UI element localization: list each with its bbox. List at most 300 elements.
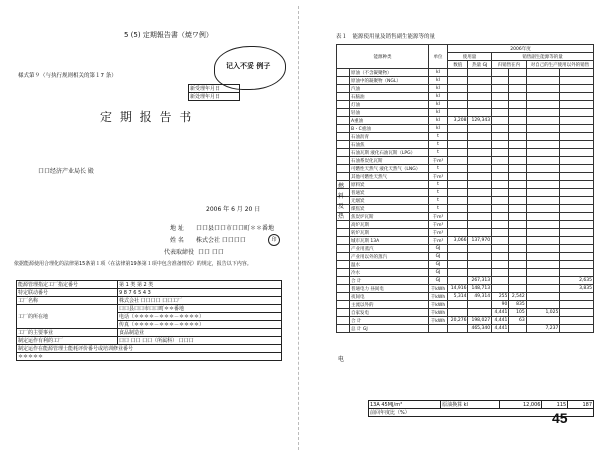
form-row [17, 305, 282, 313]
other-qty [526, 181, 560, 189]
energy-kind: 普通电力 昼间电 [350, 285, 429, 293]
energy-heat [468, 181, 492, 189]
other-qty [526, 117, 560, 125]
energy-kind: 自家发电 [350, 309, 429, 317]
energy-heat: 198,027 [468, 317, 492, 325]
energy-kind: 原油中的凝聚物（NGL） [350, 77, 429, 85]
energy-heat [468, 205, 492, 213]
energy-heat [468, 221, 492, 229]
other-qty [526, 277, 560, 285]
sales-heat [509, 149, 526, 157]
sales-heat [509, 237, 526, 245]
energy-heat [468, 269, 492, 277]
other-heat [560, 261, 594, 269]
sales-qty [492, 141, 509, 149]
sales-qty [492, 165, 509, 173]
energy-kind: 转炉瓦斯 [350, 229, 429, 237]
energy-kind: A重油 [350, 117, 429, 125]
other-qty [526, 149, 560, 157]
energy-unit: 千m³ [428, 221, 447, 229]
energy-row [337, 317, 594, 325]
form-row [17, 337, 282, 345]
energy-side-cell [337, 85, 350, 93]
sales-heat [509, 117, 526, 125]
other-qty [526, 141, 560, 149]
energy-qty [448, 157, 468, 165]
sales-qty [492, 85, 509, 93]
energy-kind: 其他可燃性天然气 [350, 173, 429, 181]
energy-unit: kl [428, 93, 447, 101]
energy-heat [468, 141, 492, 149]
energy-kind: 普通炭 [350, 189, 429, 197]
sales-qty [492, 109, 509, 117]
cloud-text: 记入不妥 例子 [226, 62, 271, 70]
form-cell-value: 9 8 7 6 5 4 3 [118, 289, 282, 297]
sales-qty [492, 133, 509, 141]
energy-qty [448, 93, 468, 101]
energy-kind: 高炉瓦斯 [350, 221, 429, 229]
energy-heat [468, 125, 492, 133]
energy-kind: 石油瓦斯 液化石油瓦斯（LPG） [350, 149, 429, 157]
form-label: 様式第９（与执行规则相关的第１7 条） [18, 73, 117, 79]
energy-kind: 冷水 [350, 269, 429, 277]
sales-heat [509, 245, 526, 253]
header-row [337, 45, 594, 53]
energy-side-cell [337, 149, 350, 157]
side-label-elec: 电 [338, 356, 345, 363]
energy-qty [448, 165, 468, 173]
energy-side-cell [337, 101, 350, 109]
other-heat [560, 165, 594, 173]
energy-kind: 夜间电 [350, 293, 429, 301]
energy-unit: t [428, 197, 447, 205]
energy-kind: 城市瓦斯 13A [350, 237, 429, 245]
energy-unit: t [428, 141, 447, 149]
energy-unit: 千kWh [428, 285, 447, 293]
energy-row [337, 157, 594, 165]
form-cell-value: 第 1 类 第 2 类 [118, 281, 282, 289]
col-unit: 单位 [428, 45, 447, 69]
other-qty [526, 301, 560, 309]
energy-kind: 温水 [350, 261, 429, 269]
other-qty: 7,237 [526, 325, 560, 333]
energy-side-cell [337, 269, 350, 277]
energy-unit: GJ [428, 253, 447, 261]
energy-row [337, 117, 594, 125]
energy-side-cell [337, 93, 350, 101]
form-cell-label: 能源管理指定工厂指定番号 [17, 281, 118, 289]
sales-qty [492, 285, 509, 293]
other-qty [526, 229, 560, 237]
energy-side-cell [337, 285, 350, 293]
other-heat: 3,835 [560, 285, 594, 293]
form-row [17, 289, 282, 297]
energy-qty [448, 205, 468, 213]
energy-qty [448, 253, 468, 261]
energy-heat [468, 69, 492, 77]
energy-unit: t [428, 181, 447, 189]
sales-heat [509, 229, 526, 237]
sales-heat [509, 325, 526, 333]
energy-heat [468, 77, 492, 85]
energy-unit: 千m³ [428, 237, 447, 245]
form-cell-label: 制定运作有利的工厂 [17, 337, 118, 345]
sales-qty [492, 173, 509, 181]
sales-heat [509, 85, 526, 93]
sales-qty [492, 245, 509, 253]
receipt-row-1: 新受理年月日 [189, 85, 240, 93]
seal-stamp: 印 [268, 234, 280, 246]
energy-qty [448, 173, 468, 181]
energy-row [337, 301, 594, 309]
sales-qty [492, 269, 509, 277]
energy-heat [468, 189, 492, 197]
sales-heat [509, 125, 526, 133]
body-text: 依据能源使用合理化的法律第15条第１项（在法律第19条第１项中包含准备情况）的规定，报告以下内容。 [14, 261, 252, 267]
energy-unit: 千m³ [428, 229, 447, 237]
other-qty [526, 165, 560, 173]
other-heat [560, 309, 594, 317]
energy-row [337, 149, 594, 157]
sales-heat [509, 197, 526, 205]
sales-qty [492, 69, 509, 77]
energy-qty [448, 189, 468, 197]
other-heat [560, 69, 594, 77]
form-cell-value: 株式会社 口口口口 口口工厂 [118, 297, 282, 305]
energy-heat [468, 197, 492, 205]
energy-side-cell [337, 245, 350, 253]
sales-qty [492, 117, 509, 125]
energy-row [337, 245, 594, 253]
energy-kind: 无烟炭 [350, 197, 429, 205]
sales-heat [509, 165, 526, 173]
energy-row [337, 109, 594, 117]
energy-row [337, 133, 594, 141]
name-label: 姓 名 [170, 237, 184, 244]
energy-unit: kl [428, 101, 447, 109]
addressee: 口口经济产业局长 殿 [38, 168, 94, 175]
page-number: 45 [552, 410, 568, 426]
energy-qty [448, 261, 468, 269]
other-heat [560, 85, 594, 93]
footer-last: 前回年度比（%） [369, 409, 594, 417]
other-heat [560, 125, 594, 133]
energy-unit: kl [428, 85, 447, 93]
other-qty [526, 213, 560, 221]
sales-heat [509, 93, 526, 101]
energy-heat [468, 301, 492, 309]
energy-qty [448, 125, 468, 133]
col-qty: 数值 [448, 61, 468, 69]
right-table-title: 表１ 能源使用量及销售副生能源等的量 [336, 34, 436, 40]
form-row [17, 297, 282, 305]
energy-side-cell [337, 277, 350, 285]
receipt-table [188, 84, 240, 101]
energy-unit: kl [428, 69, 447, 77]
other-heat [560, 149, 594, 157]
other-heat [560, 181, 594, 189]
energy-heat: 137,970 [468, 237, 492, 245]
energy-kind: 原油（不含凝聚物） [350, 69, 429, 77]
sales-qty [492, 213, 509, 221]
energy-side-cell [337, 229, 350, 237]
form-cell-value: 口口 口口 口口（所属科） 口口口 [118, 337, 282, 345]
energy-kind: 合 计 [350, 277, 429, 285]
other-heat [560, 133, 594, 141]
other-heat [560, 269, 594, 277]
energy-row [337, 141, 594, 149]
form-cell-value: 口口县口口市口口町＊＊番地 [118, 305, 282, 313]
other-heat [560, 109, 594, 117]
form-cell-value: 传真（＊＊＊＊－＊＊＊－＊＊＊＊） [118, 321, 282, 329]
energy-unit: t [428, 189, 447, 197]
sales-qty [492, 229, 509, 237]
energy-unit: t [428, 165, 447, 173]
energy-qty [448, 245, 468, 253]
energy-qty [448, 149, 468, 157]
form-cell-label: 特定联动番号 [17, 289, 118, 297]
energy-side-cell [337, 69, 350, 77]
energy-row [337, 213, 594, 221]
energy-kind: 煤焦炭 [350, 205, 429, 213]
other-heat [560, 229, 594, 237]
energy-side-cell [337, 117, 350, 125]
energy-row [337, 197, 594, 205]
other-qty [526, 285, 560, 293]
energy-qty [448, 269, 468, 277]
energy-heat [468, 101, 492, 109]
col-sub1: 归销售在内 [492, 61, 527, 69]
other-heat: 2,635 [560, 277, 594, 285]
energy-table [336, 44, 594, 333]
energy-side-cell [337, 325, 350, 333]
sales-heat [509, 77, 526, 85]
receipt-row-2: 新处理年月日 [189, 93, 240, 101]
energy-kind: 石脑油 [350, 93, 429, 101]
sales-qty [492, 157, 509, 165]
energy-row [337, 189, 594, 197]
sales-qty [492, 181, 509, 189]
energy-qty: 3,208 [448, 117, 468, 125]
other-heat [560, 189, 594, 197]
energy-qty [448, 301, 468, 309]
col-year: 2006年度 [448, 45, 594, 53]
other-heat [560, 293, 594, 301]
energy-kind: 轻油 [350, 109, 429, 117]
energy-qty [448, 77, 468, 85]
other-qty [526, 269, 560, 277]
sales-qty: 90 [492, 301, 509, 309]
energy-heat: 267,313 [468, 277, 492, 285]
energy-row [337, 285, 594, 293]
energy-side-cell [337, 317, 350, 325]
energy-side-cell [337, 301, 350, 309]
energy-side-cell [337, 309, 350, 317]
energy-kind: 石油焦 [350, 141, 429, 149]
sales-qty [492, 77, 509, 85]
energy-unit: 千kWh [428, 317, 447, 325]
energy-heat [468, 309, 492, 317]
other-qty [526, 253, 560, 261]
other-heat [560, 221, 594, 229]
footer-gas: 13A 45MJ/m³ [369, 401, 441, 409]
energy-heat [468, 157, 492, 165]
energy-unit: t [428, 205, 447, 213]
other-qty [526, 261, 560, 269]
energy-heat [468, 245, 492, 253]
other-heat [560, 93, 594, 101]
energy-kind: 产业用以外的蒸汽 [350, 253, 429, 261]
other-qty [526, 317, 560, 325]
sales-heat [509, 133, 526, 141]
sales-qty [492, 221, 509, 229]
other-heat [560, 213, 594, 221]
energy-row [337, 325, 594, 333]
energy-row [337, 85, 594, 93]
energy-qty [448, 101, 468, 109]
energy-row [337, 165, 594, 173]
energy-heat: 148,713 [468, 285, 492, 293]
energy-row [337, 293, 594, 301]
form-row [17, 281, 282, 289]
side-label-fuel: 燃 料 及 热 [338, 183, 345, 220]
energy-row [337, 229, 594, 237]
other-heat [560, 157, 594, 165]
energy-kind: 灯油 [350, 101, 429, 109]
energy-qty [448, 213, 468, 221]
energy-unit: t [428, 133, 447, 141]
energy-kind: 合 计 [350, 317, 429, 325]
energy-row [337, 261, 594, 269]
sales-qty [492, 93, 509, 101]
energy-qty [448, 221, 468, 229]
sales-qty [492, 101, 509, 109]
sales-qty [492, 189, 509, 197]
energy-row [337, 181, 594, 189]
report-date: 2006 年 6 月 20 日 [206, 206, 261, 213]
form-cell-label: 工厂的主要事业 [17, 329, 118, 337]
form-cell-label: 制定运作在能源管理士能耗评价番号或培训修业番号 [17, 345, 282, 353]
energy-side-cell [337, 293, 350, 301]
sales-heat [509, 285, 526, 293]
col-kind: 能源种类 [337, 45, 429, 69]
energy-side-cell [337, 237, 350, 245]
sales-heat [509, 213, 526, 221]
energy-heat [468, 109, 492, 117]
energy-unit: 千kWh [428, 293, 447, 301]
sales-heat [509, 221, 526, 229]
rep-label: 代表取締役 [164, 249, 195, 256]
energy-unit: GJ [428, 245, 447, 253]
other-qty [526, 157, 560, 165]
footer-note: 原油换算 kl [441, 401, 500, 409]
energy-qty [448, 85, 468, 93]
energy-kind: 可燃性天然气 液化天然气（LNG） [350, 165, 429, 173]
sales-qty: 4,441 [492, 317, 509, 325]
other-qty [526, 125, 560, 133]
document-top-title: 5 (5) 定期報告書（焼ワ例） [124, 31, 213, 39]
energy-unit: t [428, 149, 447, 157]
sales-qty [492, 205, 509, 213]
col-usage: 使用量 [448, 53, 492, 61]
energy-qty [448, 69, 468, 77]
energy-unit: kl [428, 117, 447, 125]
energy-kind: 汽油 [350, 85, 429, 93]
other-heat [560, 317, 594, 325]
sales-heat: 835 [509, 301, 526, 309]
other-heat [560, 301, 594, 309]
energy-unit [428, 325, 447, 333]
form-row [17, 329, 282, 337]
energy-side-cell [337, 157, 350, 165]
energy-qty: 3,066 [448, 237, 468, 245]
energy-heat [468, 229, 492, 237]
energy-qty: 5,314 [448, 293, 468, 301]
left-page [0, 0, 298, 450]
energy-heat [468, 149, 492, 157]
energy-heat [468, 173, 492, 181]
energy-unit: 千m³ [428, 173, 447, 181]
energy-row [337, 277, 594, 285]
other-qty [526, 221, 560, 229]
other-qty: 1,025 [526, 309, 560, 317]
energy-heat: 49,314 [468, 293, 492, 301]
form-cell-label: 工厂的所在地 [17, 305, 118, 329]
sales-heat [509, 277, 526, 285]
other-heat [560, 325, 594, 333]
sales-heat [509, 101, 526, 109]
sales-heat [509, 253, 526, 261]
energy-heat: 129,343 [468, 117, 492, 125]
other-qty [526, 245, 560, 253]
energy-heat [468, 85, 492, 93]
energy-unit: kl [428, 125, 447, 133]
other-heat [560, 253, 594, 261]
other-heat [560, 197, 594, 205]
energy-unit: 千m³ [428, 157, 447, 165]
other-qty [526, 109, 560, 117]
energy-unit: GJ [428, 269, 447, 277]
energy-kind: 石油沥青 [350, 133, 429, 141]
energy-side-cell [337, 261, 350, 269]
energy-heat [468, 253, 492, 261]
energy-row [337, 221, 594, 229]
sales-heat [509, 181, 526, 189]
energy-kind: 总 计 GJ [350, 325, 429, 333]
energy-row [337, 269, 594, 277]
energy-qty [448, 197, 468, 205]
energy-heat [468, 165, 492, 173]
form-cell-value: 食品制造业 [118, 329, 282, 337]
energy-heat [468, 261, 492, 269]
sales-heat [509, 69, 526, 77]
energy-side-cell [337, 173, 350, 181]
energy-qty: 20,276 [448, 317, 468, 325]
energy-side-cell [337, 77, 350, 85]
sales-qty [492, 197, 509, 205]
sales-heat: 105 [509, 309, 526, 317]
sales-heat [509, 157, 526, 165]
other-heat [560, 141, 594, 149]
energy-row [337, 69, 594, 77]
sales-heat: 2,542 [509, 293, 526, 301]
sales-qty [492, 253, 509, 261]
col-sales: 销售副生能源等的量 [492, 53, 594, 61]
energy-heat [468, 213, 492, 221]
address-value: 口口县口口市口口町＊＊番地 [196, 225, 275, 232]
sales-heat [509, 173, 526, 181]
sales-qty: 4,441 [492, 325, 509, 333]
